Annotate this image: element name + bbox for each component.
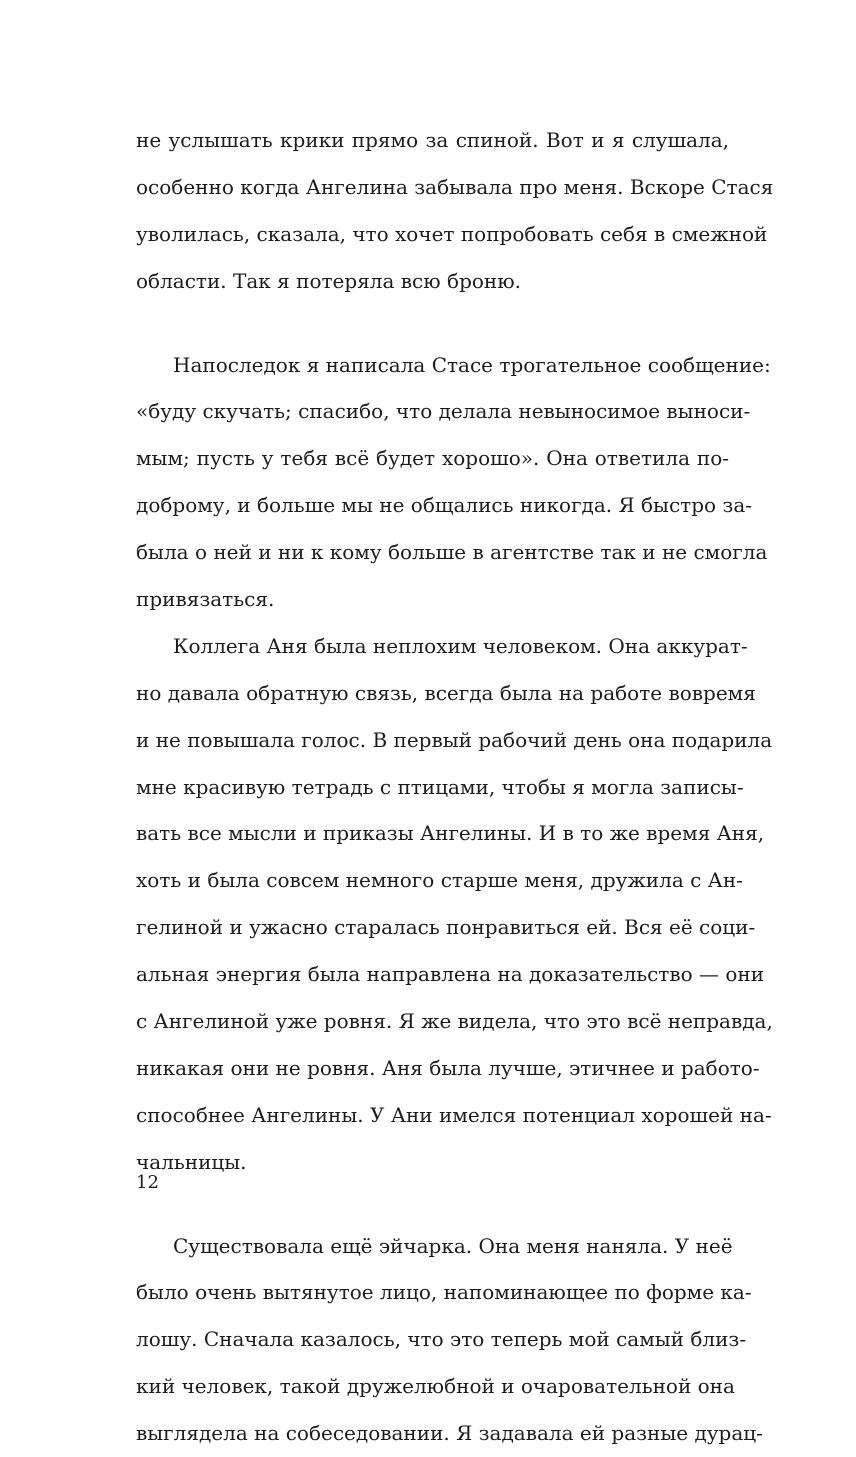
text-line: Существовала ещё эйчарка. Она меня наняла. У неё: [173, 1233, 733, 1258]
text-line: альная энергия была направлена на доказательство — они: [136, 962, 765, 987]
text-line: выглядела на собеседовании. Я задавала ей разные дурац-: [136, 1421, 763, 1446]
page-body-text: [136, 117, 774, 1457]
page-number: 12: [136, 1172, 159, 1193]
text-line: Напоследок я написала Стасе трогательное сообщение:: [173, 352, 771, 377]
text-line: не услышать крики прямо за спиной. Вот и я слушала,: [136, 128, 729, 152]
text-line: хоть и была совсем немного старше меня, дружила с Ан-: [136, 868, 743, 893]
text-line: привязаться.: [136, 587, 275, 612]
text-line: Коллега Аня была неплохим человеком. Она аккурат-: [173, 633, 748, 658]
text-line: кий человек, такой дружелюбной и очаровательной она: [136, 1374, 735, 1399]
text-line: мне красивую тетрадь с птицами, чтобы я могла записы-: [136, 774, 744, 799]
text-line: с Ангелиной уже ровня. Я же видела, что это всё неправда,: [136, 1009, 773, 1034]
paragraph-3: [136, 623, 773, 1186]
text-line: особенно когда Ангелина забывала про меня. Вскоре Стася: [136, 174, 774, 199]
paragraph-2: [136, 342, 771, 623]
section-gap: [136, 1186, 729, 1223]
text-line: «буду скучать; спасибо, что делала невыносимое выноси-: [136, 399, 751, 424]
text-line: лошу. Сначала казалось, что это теперь мой самый близ-: [136, 1327, 747, 1352]
text-line: никакая они не ровня. Аня была лучше, этичнее и работо-: [136, 1055, 760, 1080]
text-line: уволилась, сказала, что хочет попробовать себя в смежной: [136, 221, 768, 246]
text-line: была о ней и ни к кому больше в агентстве так и не смогла: [136, 540, 768, 565]
text-line: и не повышала голос. В первый рабочий день она подарила: [136, 727, 773, 752]
paragraph-4: [136, 1223, 763, 1457]
text-line: способнее Ангелины. У Ани имелся потенциал хорошей на-: [136, 1102, 772, 1127]
text-line: было очень вытянутое лицо, напоминающее по форме ка-: [136, 1280, 752, 1305]
section-gap: [136, 305, 729, 342]
text-line: но давала обратную связь, всегда была на работе вовремя: [136, 680, 756, 705]
text-line: чальницы.: [136, 1149, 247, 1174]
text-line: доброму, и больше мы не общались никогда. Я быстро за-: [136, 493, 753, 518]
text-line: мым; пусть у тебя всё будет хорошо». Она ответила по-: [136, 446, 729, 471]
text-line: гелиной и ужасно старалась понравиться ей. Вся её соци-: [136, 915, 756, 940]
paragraph-1: [136, 117, 774, 305]
text-line: вать все мысли и приказы Ангелины. И в то же время Аня,: [136, 821, 765, 846]
text-line: области. Так я потеряла всю броню.: [136, 268, 522, 293]
